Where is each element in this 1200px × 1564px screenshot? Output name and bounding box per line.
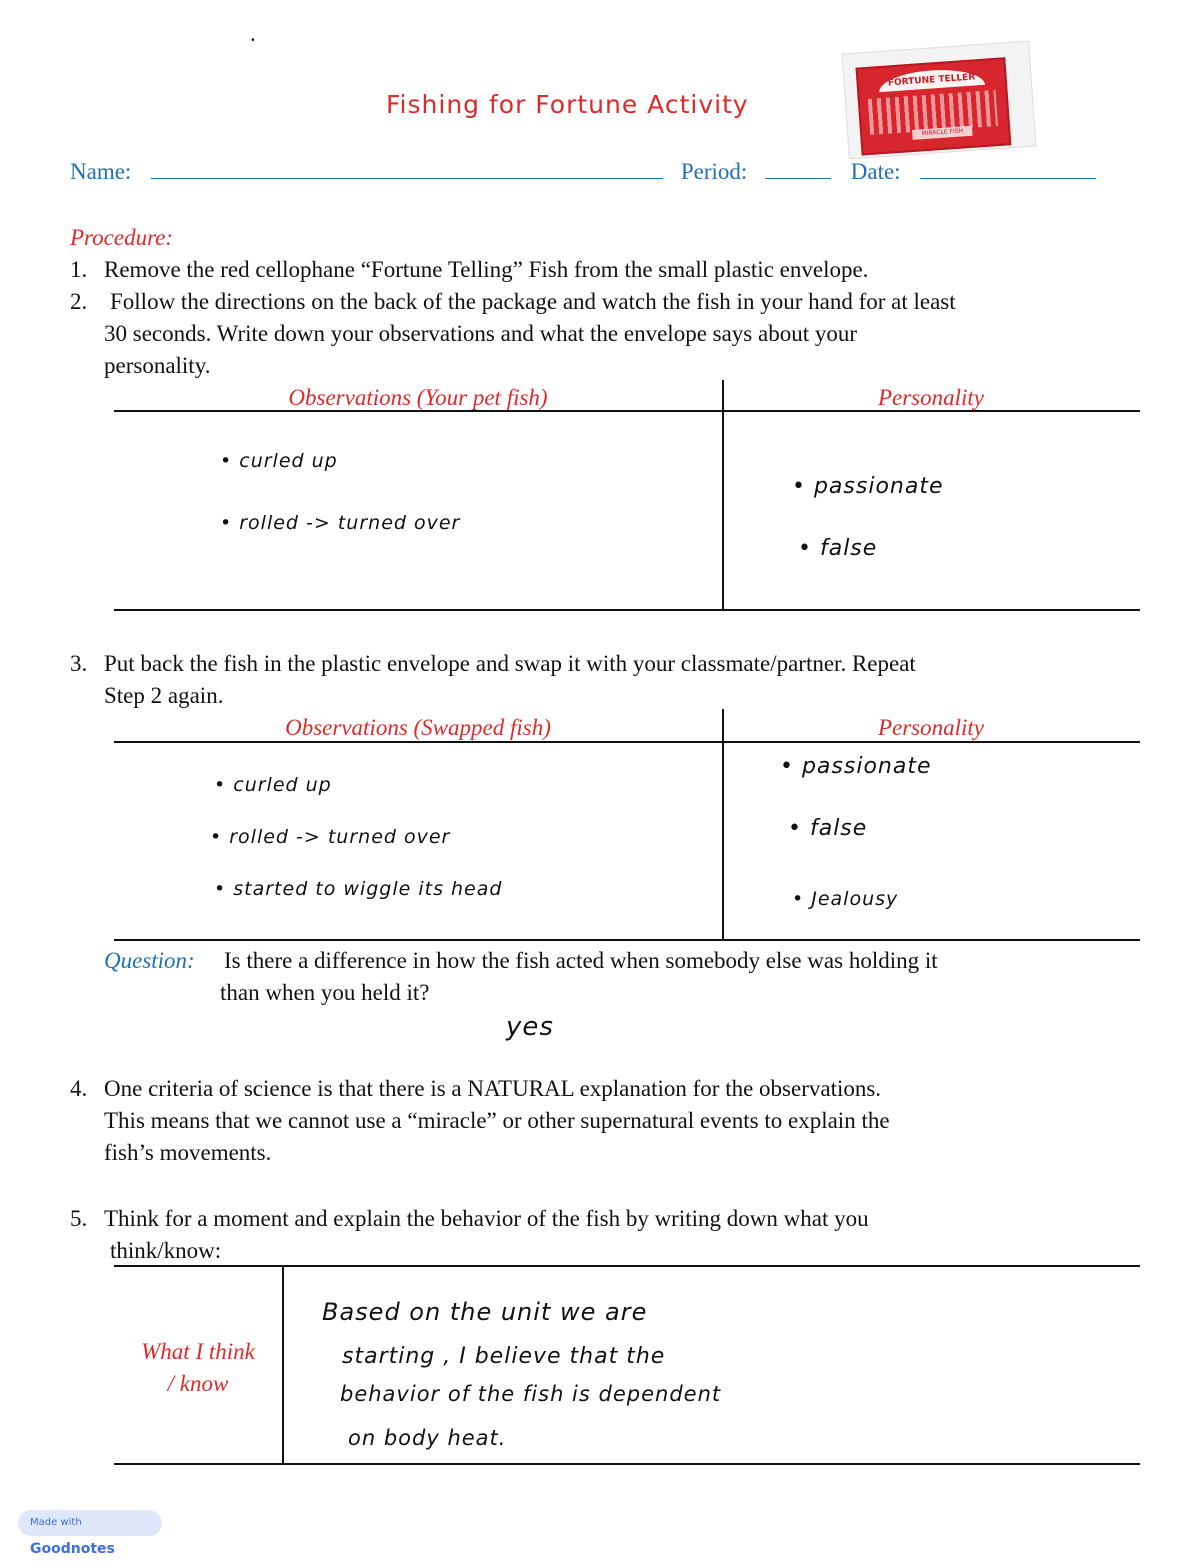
period-field[interactable] xyxy=(765,158,831,179)
question-line-1: Is there a difference in how the fish acted when somebody else was holding it xyxy=(224,948,938,973)
table2-col1-header: Observations (Swapped fish) xyxy=(285,715,551,740)
step-1 xyxy=(70,254,1150,286)
package-band-text: FORTUNE TELLER xyxy=(878,67,985,92)
table3-answer-line: Based on the unit we are xyxy=(322,1298,648,1326)
fortune-fish-package-image xyxy=(843,42,1036,159)
table3-answer-line: behavior of the fish is dependent xyxy=(340,1382,722,1406)
table1-divider xyxy=(722,380,724,611)
period-label: Period: xyxy=(680,159,748,184)
step-5-line-1: Think for a moment and explain the behavior of the fish by writing down what you xyxy=(104,1206,869,1231)
step-4-line-1: One criteria of science is that there is a NATURAL explanation for the observations. xyxy=(104,1076,882,1101)
procedure-label: Procedure: xyxy=(70,225,174,250)
table1-observation: • curled up xyxy=(220,450,338,472)
question-answer: yes xyxy=(506,1012,554,1042)
table1-bottom-rule xyxy=(114,609,1140,611)
table2-personality: • passionate xyxy=(780,754,932,779)
step-2 xyxy=(70,286,1150,318)
step-5-line-2: think/know: xyxy=(110,1238,222,1263)
table3-bottom-rule xyxy=(114,1463,1140,1465)
table3-label-line-2: / know xyxy=(167,1371,229,1396)
question-label: Question: xyxy=(104,948,195,973)
step-1-text: Remove the red cellophane “Fortune Telling” Fish from the small plastic envelope. xyxy=(104,257,869,282)
table2-col2-header: Personality xyxy=(877,715,985,740)
table2-divider xyxy=(722,709,724,941)
badge-small-text: Made with xyxy=(30,1517,82,1528)
badge-brand-text: Goodnotes xyxy=(30,1541,115,1557)
question-line-2: than when you held it? xyxy=(220,980,430,1005)
stray-dot: . xyxy=(250,21,256,46)
step-4 xyxy=(70,1073,1150,1105)
step-3-line-2: Step 2 again. xyxy=(104,683,224,708)
step-3-number: 3. xyxy=(70,651,88,676)
table1-col2-header: Personality xyxy=(877,385,985,410)
step-2-number: 2. xyxy=(70,289,88,314)
table1-personality: • passionate xyxy=(792,474,944,499)
step-3-line-1: Put back the fish in the plastic envelope and swap it with your classmate/partner. Repeat xyxy=(104,651,916,676)
table2-observation: • started to wiggle its head xyxy=(214,878,503,900)
table1-header-rule xyxy=(114,410,1140,412)
date-label: Date: xyxy=(850,159,901,184)
header-row xyxy=(70,156,1130,188)
table2-observation: • curled up xyxy=(214,774,332,796)
table2-personality: • Jealousy xyxy=(792,888,899,910)
table2-bottom-rule xyxy=(114,939,1140,941)
table3-answer-line: starting , I believe that the xyxy=(342,1344,666,1369)
table2-observation: • rolled -> turned over xyxy=(210,826,451,848)
table2-personality: • false xyxy=(788,816,868,841)
table3-answer-line: on body heat. xyxy=(348,1426,507,1450)
step-2-line-3: personality. xyxy=(104,353,211,378)
page-title: Fishing for Fortune Activity xyxy=(386,90,749,119)
step-2-line-2: 30 seconds. Write down your observations and what the envelope says about your xyxy=(104,321,858,346)
table1-personality: • false xyxy=(798,536,878,561)
name-label: Name: xyxy=(70,159,132,184)
step-4-line-3: fish’s movements. xyxy=(104,1140,272,1165)
step-3 xyxy=(70,648,1150,680)
table1-observation: • rolled -> turned over xyxy=(220,512,461,534)
goodnotes-badge xyxy=(18,1510,162,1557)
step-5-number: 5. xyxy=(70,1206,88,1231)
step-5 xyxy=(70,1203,1150,1235)
table3-label-line-1: What I think xyxy=(141,1339,255,1364)
date-field[interactable] xyxy=(920,158,1096,179)
name-field[interactable] xyxy=(151,158,663,179)
step-1-number: 1. xyxy=(70,257,88,282)
table1-col1-header: Observations (Your pet fish) xyxy=(288,385,548,410)
table3-divider xyxy=(282,1265,284,1465)
step-4-number: 4. xyxy=(70,1076,88,1101)
step-4-line-2: This means that we cannot use a “miracle” or other supernatural events to explain the xyxy=(104,1108,890,1133)
step-2-line-1: Follow the directions on the back of the package and watch the fish in your hand for at least xyxy=(110,289,956,314)
table3-top-rule xyxy=(114,1265,1140,1267)
package-sub-text: MIRACLE FISH xyxy=(912,126,973,140)
table2-header-rule xyxy=(114,741,1140,743)
